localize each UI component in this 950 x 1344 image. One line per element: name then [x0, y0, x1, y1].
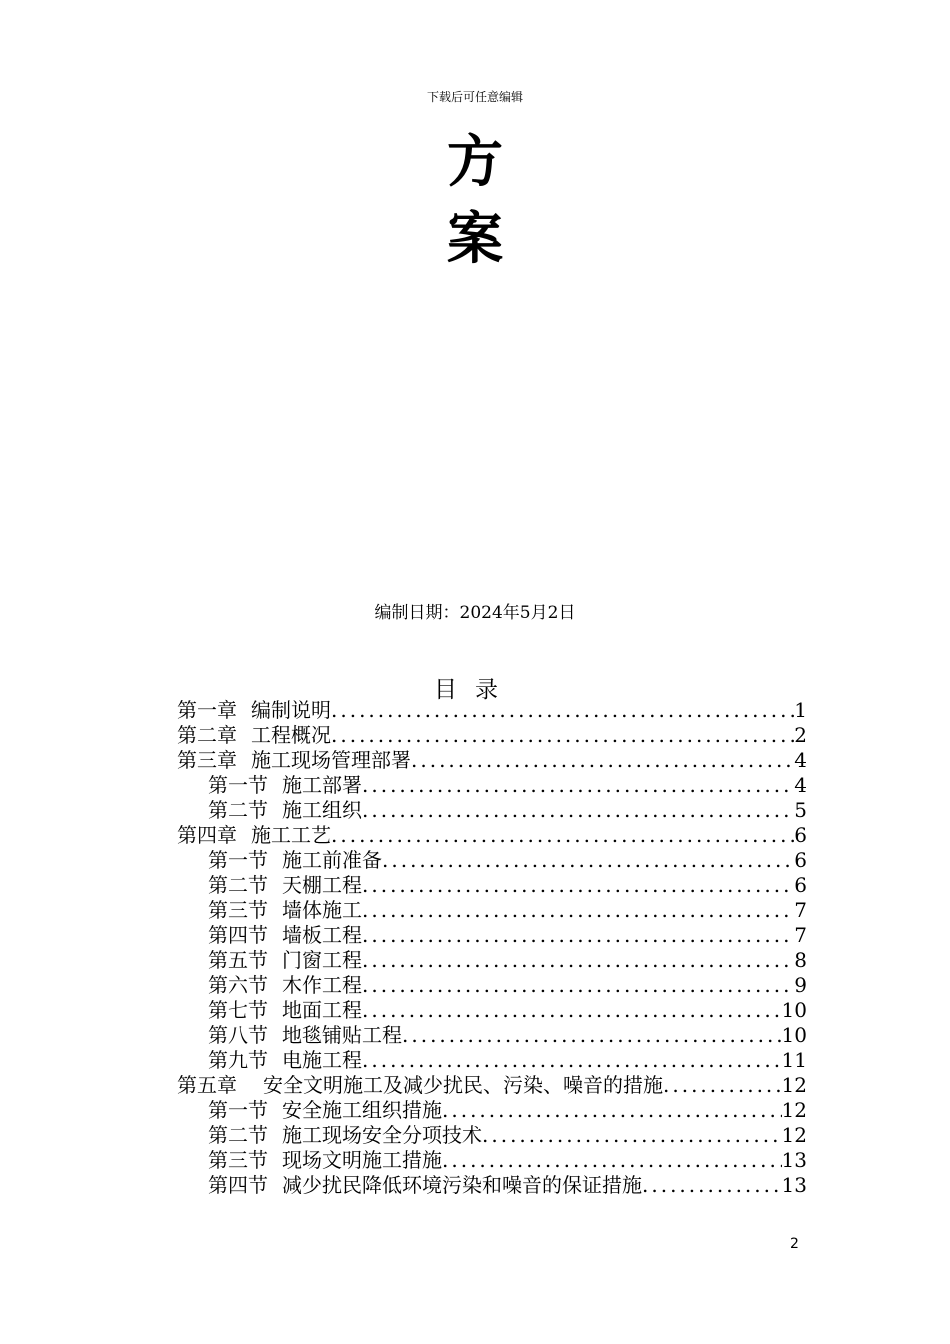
toc-entry-page: 6: [794, 873, 807, 897]
toc-entry-page: 10: [781, 1023, 807, 1047]
compile-date: 编制日期：2024年5月2日: [374, 603, 576, 623]
toc-entry-number: 第二节: [208, 873, 268, 897]
toc-leader-dots: [362, 773, 794, 798]
toc-leader-dots: [482, 1123, 782, 1148]
toc-entry-label: 天棚工程: [282, 873, 362, 897]
toc-entry-section[interactable]: [177, 1123, 807, 1148]
toc-leader-dots: [362, 973, 794, 998]
toc-entry-number: 第三章: [177, 748, 237, 772]
toc-entry-section[interactable]: [177, 848, 807, 873]
toc-entry-number: 第一章: [177, 698, 237, 722]
toc-entry-section[interactable]: [177, 1173, 807, 1198]
header-note: 下载后可任意编辑: [426, 90, 523, 104]
toc-leader-dots: [331, 698, 794, 723]
page-number: 2: [790, 1236, 799, 1252]
toc-entry-page: 7: [794, 923, 807, 947]
toc-entry-number: 第二节: [208, 798, 268, 822]
toc-entry-label: 编制说明: [251, 698, 331, 722]
toc-entry-page: 9: [794, 973, 807, 997]
toc-entry-page: 12: [781, 1123, 807, 1147]
toc-entry-section[interactable]: [177, 998, 807, 1023]
toc-entry-page: 11: [781, 1048, 807, 1072]
toc-entry-section[interactable]: [177, 948, 807, 973]
toc-entry-label: 墙体施工: [282, 898, 362, 922]
toc-entry-label: 施工组织: [282, 798, 362, 822]
toc-leader-dots: [411, 748, 794, 773]
toc-entry-chapter-4[interactable]: [177, 823, 807, 848]
toc-entry-label: 安全施工组织措施: [282, 1098, 442, 1122]
document-title-line-1: 方: [447, 130, 503, 195]
toc-entry-chapter-2[interactable]: [177, 723, 807, 748]
toc-leader-dots: [362, 1048, 782, 1073]
toc-entry-page: 10: [781, 998, 807, 1022]
toc-entry-page: 6: [794, 848, 807, 872]
toc-leader-dots: [663, 1073, 782, 1098]
toc-entry-section[interactable]: [177, 1023, 807, 1048]
toc-leader-dots: [402, 1023, 782, 1048]
toc-entry-number: 第五章: [177, 1073, 237, 1097]
toc-entry-page: 2: [794, 723, 807, 747]
toc-entry-number: 第一节: [208, 773, 268, 797]
toc-entry-number: 第八节: [208, 1023, 268, 1047]
toc-entry-number: 第一节: [208, 1098, 268, 1122]
toc-entry-page: 1: [794, 698, 807, 722]
toc-leader-dots: [362, 873, 794, 898]
toc-entry-section[interactable]: [177, 973, 807, 998]
toc-entry-section[interactable]: [177, 898, 807, 923]
toc-entry-number: 第四章: [177, 823, 237, 847]
toc-entry-section[interactable]: [177, 923, 807, 948]
toc-leader-dots: [331, 823, 794, 848]
toc-leader-dots: [362, 948, 794, 973]
toc-entry-label: 门窗工程: [282, 948, 362, 972]
toc-entry-chapter-1[interactable]: [177, 698, 807, 723]
toc-entry-number: 第二章: [177, 723, 237, 747]
toc-entry-label: 施工工艺: [251, 823, 331, 847]
toc-entry-section[interactable]: [177, 1048, 807, 1073]
toc-entry-section[interactable]: [177, 773, 807, 798]
toc-entry-label: 地面工程: [282, 998, 362, 1022]
toc-leader-dots: [362, 998, 782, 1023]
toc-entry-label: 工程概况: [251, 723, 331, 747]
toc-leader-dots: [362, 898, 794, 923]
toc-entry-section[interactable]: [177, 1098, 807, 1123]
toc-leader-dots: [362, 923, 794, 948]
toc-entry-page: 5: [794, 798, 807, 822]
toc-entry-label: 地毯铺贴工程: [282, 1023, 402, 1047]
toc-entry-label: 现场文明施工措施: [282, 1148, 442, 1172]
toc-title: 目录: [434, 677, 516, 703]
toc-entry-number: 第四节: [208, 1173, 268, 1197]
toc-entry-label: 墙板工程: [282, 923, 362, 947]
toc-entry-label: 木作工程: [282, 973, 362, 997]
toc-entry-label: 施工现场管理部署: [251, 748, 411, 772]
toc-entry-number: 第四节: [208, 923, 268, 947]
toc-entry-number: 第三节: [208, 898, 268, 922]
toc-entry-label: 施工部署: [282, 773, 362, 797]
toc-leader-dots: [442, 1098, 782, 1123]
toc-leader-dots: [642, 1173, 782, 1198]
toc-entry-chapter-3[interactable]: [177, 748, 807, 773]
toc-entry-section[interactable]: [177, 873, 807, 898]
toc-entry-number: 第九节: [208, 1048, 268, 1072]
toc-leader-dots: [442, 1148, 782, 1173]
toc-entry-page: 6: [794, 823, 807, 847]
toc-entry-number: 第五节: [208, 948, 268, 972]
toc-entry-number: 第二节: [208, 1123, 268, 1147]
toc-entry-page: 7: [794, 898, 807, 922]
toc-leader-dots: [382, 848, 794, 873]
toc-entry-label: 减少扰民降低环境污染和噪音的保证措施: [282, 1173, 642, 1197]
toc-entry-label: 安全文明施工及减少扰民、污染、噪音的措施: [263, 1073, 663, 1097]
toc-leader-dots: [331, 723, 794, 748]
toc-entry-label: 施工现场安全分项技术: [282, 1123, 482, 1147]
toc-entry-page: 13: [781, 1173, 807, 1197]
toc-entry-page: 8: [794, 948, 807, 972]
toc-entry-number: 第一节: [208, 848, 268, 872]
document-title-line-2: 案: [447, 207, 503, 272]
toc-entry-page: 12: [781, 1098, 807, 1122]
table-of-contents: [177, 698, 807, 1198]
toc-leader-dots: [362, 798, 794, 823]
toc-entry-page: 12: [781, 1073, 807, 1097]
toc-entry-section[interactable]: [177, 798, 807, 823]
toc-entry-section[interactable]: [177, 1148, 807, 1173]
toc-entry-page: 13: [781, 1148, 807, 1172]
toc-entry-label: 电施工程: [282, 1048, 362, 1072]
toc-entry-label: 施工前准备: [282, 848, 382, 872]
toc-entry-page: 4: [794, 748, 807, 772]
toc-entry-chapter-5[interactable]: [177, 1073, 807, 1098]
toc-entry-number: 第七节: [208, 998, 268, 1022]
toc-entry-number: 第三节: [208, 1148, 268, 1172]
toc-entry-page: 4: [794, 773, 807, 797]
toc-entry-number: 第六节: [208, 973, 268, 997]
